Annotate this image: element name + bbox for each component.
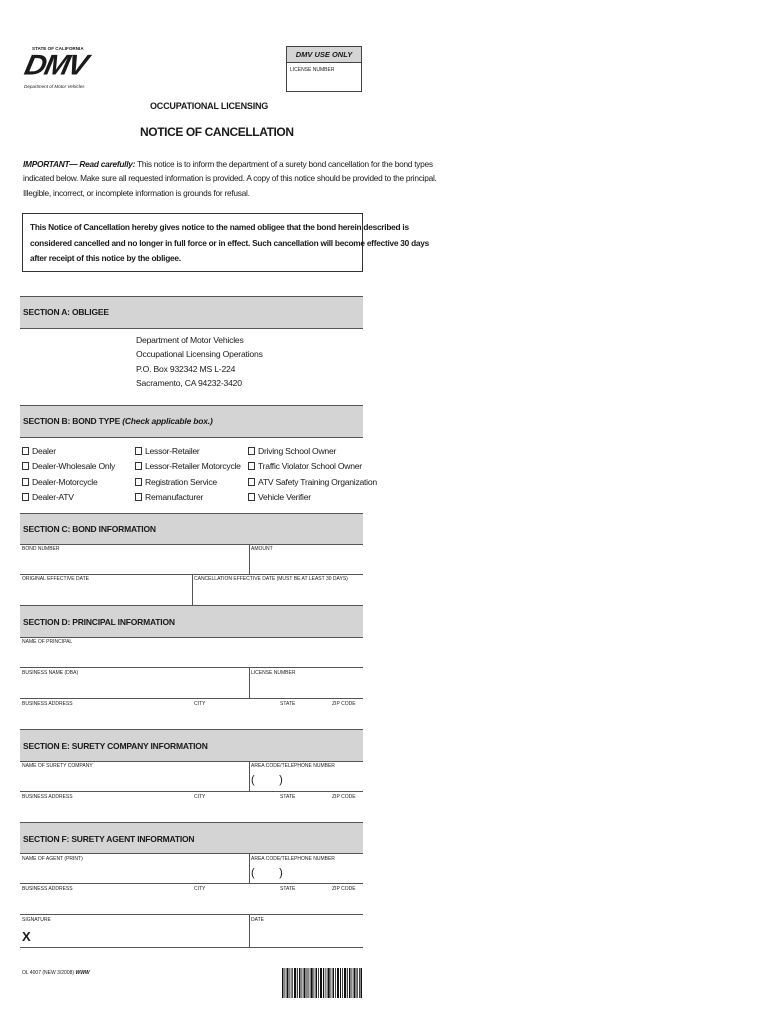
surety-business-address-field[interactable] — [20, 792, 363, 822]
notice-line-3: after receipt of this notice by the obligee. — [30, 253, 181, 263]
bond-type-registration-service[interactable]: Registration Service — [135, 475, 241, 490]
section-c-title: SECTION C: BOND INFORMATION — [23, 524, 156, 534]
section-a-header — [20, 296, 363, 329]
bond-number-field[interactable] — [20, 544, 249, 574]
agent-phone-label: AREA CODE/TELEPHONE NUMBER — [251, 856, 335, 862]
intro-text-1: This notice is to inform the department of a surety bond cancellation for the bond types — [135, 159, 433, 169]
form-number-text: OL 4007 (NEW 3/2008) — [22, 970, 75, 976]
checkbox[interactable] — [248, 447, 255, 455]
date-label: DATE — [251, 917, 264, 923]
surety-city-label: CITY — [194, 794, 206, 800]
bond-type-dealer-motorcycle[interactable]: Dealer-Motorcycle — [22, 475, 115, 490]
name-of-principal-field[interactable] — [20, 637, 363, 667]
section-f-header — [20, 822, 363, 854]
license-number-label: LICENSE NUMBER — [290, 67, 335, 73]
section-b-title-note: (Check applicable box.) — [122, 416, 213, 426]
name-of-principal-label: NAME OF PRINCIPAL — [22, 639, 73, 645]
bond-type-dealer-wholesale[interactable]: Dealer-Wholesale Only — [22, 459, 115, 474]
occupational-licensing-heading: OCCUPATIONAL LICENSING — [150, 101, 269, 111]
agent-phone-field[interactable] — [250, 853, 363, 883]
original-effective-date-label: ORIGINAL EFFECTIVE DATE — [22, 576, 89, 582]
surety-business-address-label: BUSINESS ADDRESS — [22, 794, 73, 800]
bond-type-lessor-retailer[interactable]: Lessor-Retailer — [135, 444, 241, 459]
agent-business-address-label: BUSINESS ADDRESS — [22, 886, 73, 892]
obligee-line-3: P.O. Box 932342 MS L-224 — [136, 363, 236, 374]
license-number-field[interactable] — [287, 69, 361, 91]
checkbox[interactable] — [22, 447, 29, 455]
www-mark: WWW — [75, 970, 90, 976]
original-effective-date-field[interactable] — [20, 575, 192, 605]
section-a-title: SECTION A: OBLIGEE — [23, 307, 109, 317]
notice-line-2: considered cancelled and no longer in full force or in effect. Such cancellation will become effective 30 days — [30, 237, 429, 248]
intro-text-2: indicated below. Make sure all requested information is provided. A copy of this notice should be provided to the principal. — [23, 173, 437, 184]
bond-type-col-2 — [135, 444, 241, 505]
dmv-use-only-box — [286, 46, 362, 92]
bond-type-atv-safety-training[interactable]: ATV Safety Training Organization — [248, 475, 377, 490]
obligee-line-1: Department of Motor Vehicles — [136, 335, 244, 345]
barcode-graphic — [282, 968, 362, 998]
principal-city-label: CITY — [194, 701, 206, 707]
bond-type-dealer[interactable]: Dealer — [22, 444, 115, 459]
principal-state-label: STATE — [280, 701, 296, 707]
surety-phone-paren: ( ) — [251, 774, 283, 786]
signature-field[interactable] — [20, 915, 249, 947]
agent-name-label: NAME OF AGENT (PRINT) — [22, 856, 83, 862]
signature-label: SIGNATURE — [22, 917, 51, 923]
dmv-logo — [21, 44, 94, 92]
important-label: IMPORTANT— Read carefully: — [23, 159, 136, 169]
checkbox[interactable] — [248, 478, 255, 486]
surety-state-label: STATE — [280, 794, 296, 800]
section-b-title-text: SECTION B: BOND TYPE — [23, 416, 121, 426]
section-b-header — [20, 405, 363, 438]
surety-phone-field[interactable] — [250, 761, 363, 791]
bond-number-label: BOND NUMBER — [22, 546, 60, 552]
signature-x-mark: X — [22, 929, 31, 944]
section-f-title: SECTION F: SURETY AGENT INFORMATION — [23, 834, 195, 844]
bond-type-col-3 — [248, 444, 377, 505]
form-number — [22, 970, 90, 976]
notice-line-1: This Notice of Cancellation hereby gives notice to the named obligee that the bond herein described is — [30, 222, 409, 232]
surety-company-name-field[interactable] — [20, 761, 249, 791]
surety-zip-label: ZIP CODE — [332, 794, 356, 800]
dmv-logo-mark: DMV — [21, 49, 90, 82]
checkbox[interactable] — [22, 478, 29, 486]
checkbox[interactable] — [135, 462, 142, 470]
intro-paragraph — [23, 157, 437, 200]
cancellation-notice-box — [22, 213, 429, 272]
date-field[interactable] — [250, 915, 363, 947]
checkbox[interactable] — [248, 493, 255, 501]
cancellation-effective-date-field[interactable] — [193, 575, 363, 605]
barcode — [282, 968, 362, 998]
section-c-header — [20, 513, 363, 545]
obligee-line-2: Occupational Licensing Operations — [136, 349, 263, 360]
bond-type-remanufacturer[interactable]: Remanufacturer — [135, 490, 241, 505]
section-d-title: SECTION D: PRINCIPAL INFORMATION — [23, 617, 175, 627]
dmv-use-only-header: DMV USE ONLY — [287, 47, 361, 63]
checkbox[interactable] — [135, 493, 142, 501]
bond-type-traffic-violator-school-owner[interactable]: Traffic Violator School Owner — [248, 459, 377, 474]
intro-text-3: Illegible, incorrect, or incomplete information is grounds for refusal. — [23, 187, 250, 198]
section-b-title — [23, 416, 213, 426]
obligee-address — [136, 333, 263, 391]
checkbox[interactable] — [22, 493, 29, 501]
bond-type-lessor-retailer-motorcycle[interactable]: Lessor-Retailer Motorcycle — [135, 459, 241, 474]
bond-type-col-1 — [22, 444, 115, 505]
cancellation-effective-date-label: CANCELLATION EFFECTIVE DATE (MUST BE AT LEAST 30 DAYS) — [194, 576, 348, 582]
surety-company-name-label: NAME OF SURETY COMPANY — [22, 763, 93, 769]
section-e-header — [20, 729, 363, 762]
agent-name-field[interactable] — [20, 853, 249, 883]
checkbox[interactable] — [248, 462, 255, 470]
surety-phone-label: AREA CODE/TELEPHONE NUMBER — [251, 763, 335, 769]
principal-license-number-field[interactable] — [250, 668, 363, 698]
agent-state-label: STATE — [280, 886, 296, 892]
dept-text: Department of Motor Vehicles — [24, 84, 85, 89]
amount-field[interactable] — [250, 544, 363, 574]
agent-business-address-field[interactable] — [20, 884, 363, 914]
business-name-label: BUSINESS NAME (DBA) — [22, 670, 79, 676]
agent-zip-label: ZIP CODE — [332, 886, 356, 892]
checkbox[interactable] — [22, 462, 29, 470]
section-e-title: SECTION E: SURETY COMPANY INFORMATION — [23, 741, 208, 751]
bond-type-vehicle-verifier[interactable]: Vehicle Verifier — [248, 490, 377, 505]
amount-label: AMOUNT — [251, 546, 273, 552]
agent-phone-paren: ( ) — [251, 867, 283, 879]
principal-business-address-label: BUSINESS ADDRESS — [22, 701, 73, 707]
obligee-line-4: Sacramento, CA 94232-3420 — [136, 378, 242, 389]
checkbox[interactable] — [135, 478, 142, 486]
principal-license-number-label: LICENSE NUMBER — [251, 670, 296, 676]
checkbox[interactable] — [135, 447, 142, 455]
bond-type-driving-school-owner[interactable]: Driving School Owner — [248, 444, 377, 459]
agent-city-label: CITY — [194, 886, 206, 892]
page-title: NOTICE OF CANCELLATION — [140, 125, 294, 139]
bond-type-dealer-atv[interactable]: Dealer-ATV — [22, 490, 115, 505]
principal-business-address-field[interactable] — [20, 699, 363, 729]
section-d-header — [20, 605, 363, 638]
principal-zip-label: ZIP CODE — [332, 701, 356, 707]
state-of-california-text: STATE OF CALIFORNIA — [32, 46, 84, 51]
business-name-field[interactable] — [20, 668, 249, 698]
